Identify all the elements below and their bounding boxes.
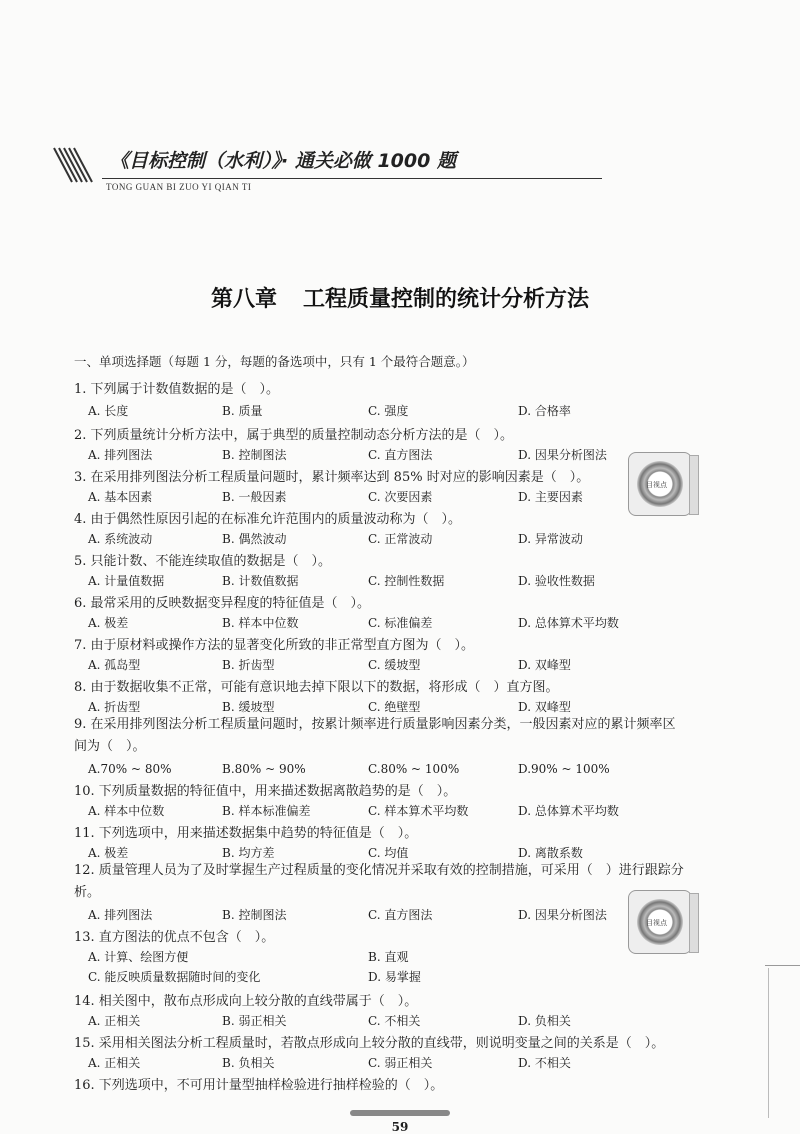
scan-edge-line <box>765 965 800 966</box>
option-c: C. 缓坡型 <box>368 658 421 672</box>
option-a: A. 孤岛型 <box>88 658 141 672</box>
option-a: A. 排列图法 <box>88 448 153 462</box>
option-b: B. 直观 <box>368 950 409 964</box>
question-1: 1. 下列属于计数值数据的是（ ）。 <box>74 382 280 397</box>
option-d: D. 合格率 <box>518 404 571 418</box>
option-a: A. 正相关 <box>88 1014 141 1028</box>
option-a: A. 计算、绘图方便 <box>88 950 189 964</box>
question-3: 3. 在采用排列图法分析工程质量问题时，累计频率达到 85% 时对应的影响因素是（ ）。 <box>74 470 590 485</box>
qr-code-label: 目视点 <box>646 481 667 489</box>
option-b: B. 负相关 <box>222 1056 275 1070</box>
question-7: 7. 由于原材料或操作方法的显著变化所致的非正常型直方图为（ ）。 <box>74 638 475 653</box>
section-heading: 一、单项选择题（每题 1 分，每题的备选项中，只有 1 个最符合题意。） <box>74 354 475 369</box>
chapter-name: 工程质量控制的统计分析方法 <box>303 287 590 312</box>
option-b: B. 质量 <box>222 404 263 418</box>
book-header <box>40 138 560 190</box>
option-d: D. 双峰型 <box>518 700 571 714</box>
option-c: C. 正常波动 <box>368 532 433 546</box>
option-d: D. 离散系数 <box>518 846 583 860</box>
option-a: A. 基本因素 <box>88 490 153 504</box>
header-rule <box>102 178 602 179</box>
header-pinyin: TONG GUAN BI ZUO YI QIAN TI <box>106 182 252 192</box>
option-b: B. 计数值数据 <box>222 574 299 588</box>
option-b: B. 样本中位数 <box>222 616 299 630</box>
option-b: B. 一般因素 <box>222 490 287 504</box>
question-5: 5. 只能计数、不能连续取值的数据是（ ）。 <box>74 554 332 569</box>
option-b: B. 折齿型 <box>222 658 275 672</box>
option-d: D. 双峰型 <box>518 658 571 672</box>
question-6: 6. 最常采用的反映数据变异程度的特征值是（ ）。 <box>74 596 371 611</box>
question-8: 8. 由于数据收集不正常，可能有意识地去掉下限以下的数据，将形成（ ）直方图。 <box>74 680 559 695</box>
question-9: 9. 在采用排列图法分析工程质量问题时，按累计频率进行质量影响因素分类，一般因素对应的累计频率区间为（ ）。 <box>74 717 676 754</box>
footer-bar-decoration <box>350 1110 450 1116</box>
option-c: C. 能反映质量数据随时间的变化 <box>88 970 261 984</box>
option-c: C. 弱正相关 <box>368 1056 433 1070</box>
question-4: 4. 由于偶然性原因引起的在标准允许范围内的质量波动称为（ ）。 <box>74 512 462 527</box>
option-a: A. 样本中位数 <box>88 804 165 818</box>
option-a: A. 正相关 <box>88 1056 141 1070</box>
option-c: C. 强度 <box>368 404 409 418</box>
question-16: 16. 下列选项中，不可用计量型抽样检验进行抽样检验的（ ）。 <box>74 1078 444 1093</box>
question-15: 15. 采用相关图法分析工程质量时，若散点形成向上较分散的直线带，则说明变量之间的关系是（ ）。 <box>74 1036 665 1051</box>
option-c: C. 次要因素 <box>368 490 433 504</box>
option-c: C. 直方图法 <box>368 448 433 462</box>
option-d: D. 易掌握 <box>368 970 421 984</box>
option-d: D. 异常波动 <box>518 532 583 546</box>
option-a: A.70% ~ 80% <box>88 762 172 776</box>
qr-code-label: 目视点 <box>646 919 667 927</box>
option-c: C. 样本算术平均数 <box>368 804 469 818</box>
question-11: 11. 下列选项中，用来描述数据集中趋势的特征值是（ ）。 <box>74 826 418 841</box>
question-14: 14. 相关图中，散布点形成向上较分散的直线带属于（ ）。 <box>74 994 418 1009</box>
option-d: D. 负相关 <box>518 1014 571 1028</box>
option-c: C. 不相关 <box>368 1014 421 1028</box>
option-c: C.80% ~ 100% <box>368 762 460 776</box>
option-a: A. 系统波动 <box>88 532 153 546</box>
option-a: A. 排列图法 <box>88 908 153 922</box>
option-c: C. 标准偏差 <box>368 616 433 630</box>
question-13: 13. 直方图法的优点不包含（ ）。 <box>74 930 275 945</box>
option-d: D. 主要因素 <box>518 490 583 504</box>
option-b: B. 控制图法 <box>222 908 287 922</box>
option-b: B. 均方差 <box>222 846 275 860</box>
option-a: A. 极差 <box>88 846 129 860</box>
option-a: A. 极差 <box>88 616 129 630</box>
option-c: C. 绝壁型 <box>368 700 421 714</box>
chapter-number: 第八章 <box>210 287 277 312</box>
qr-side-tab <box>689 455 699 515</box>
scan-edge-line <box>768 968 769 1118</box>
qr-code-image <box>628 452 692 516</box>
option-a: A. 计量值数据 <box>88 574 165 588</box>
option-d: D. 验收性数据 <box>518 574 595 588</box>
option-d: D. 因果分析图法 <box>518 908 607 922</box>
option-b: B.80% ~ 90% <box>222 762 306 776</box>
header-hatch-decoration <box>50 144 100 184</box>
question-10: 10. 下列质量数据的特征值中，用来描述数据离散趋势的是（ ）。 <box>74 784 457 799</box>
chapter-title <box>0 282 800 313</box>
option-d: D. 总体算术平均数 <box>518 804 619 818</box>
option-d: D. 总体算术平均数 <box>518 616 619 630</box>
option-b: B. 控制图法 <box>222 448 287 462</box>
question-2: 2. 下列质量统计分析方法中，属于典型的质量控制动态分析方法的是（ ）。 <box>74 428 514 443</box>
option-d: D. 因果分析图法 <box>518 448 607 462</box>
option-d: D. 不相关 <box>518 1056 571 1070</box>
option-c: C. 均值 <box>368 846 409 860</box>
page-footer-bar <box>350 1106 450 1118</box>
option-b: B. 缓坡型 <box>222 700 275 714</box>
option-b: B. 样本标准偏差 <box>222 804 311 818</box>
question-12: 12. 质量管理人员为了及时掌握生产过程质量的变化情况并采取有效的控制措施，可采用（ ）进行跟踪分析。 <box>74 863 684 900</box>
option-d: D.90% ~ 100% <box>518 762 610 776</box>
qr-code-image <box>628 890 692 954</box>
option-a: A. 长度 <box>88 404 129 418</box>
option-c: C. 直方图法 <box>368 908 433 922</box>
qr-side-tab <box>689 893 699 953</box>
option-b: B. 偶然波动 <box>222 532 287 546</box>
page-number: 59 <box>391 1120 409 1134</box>
option-a: A. 折齿型 <box>88 700 141 714</box>
option-b: B. 弱正相关 <box>222 1014 287 1028</box>
option-c: C. 控制性数据 <box>368 574 445 588</box>
book-title: 《目标控制（水利）》· 通关必做 1000 题 <box>110 150 456 172</box>
